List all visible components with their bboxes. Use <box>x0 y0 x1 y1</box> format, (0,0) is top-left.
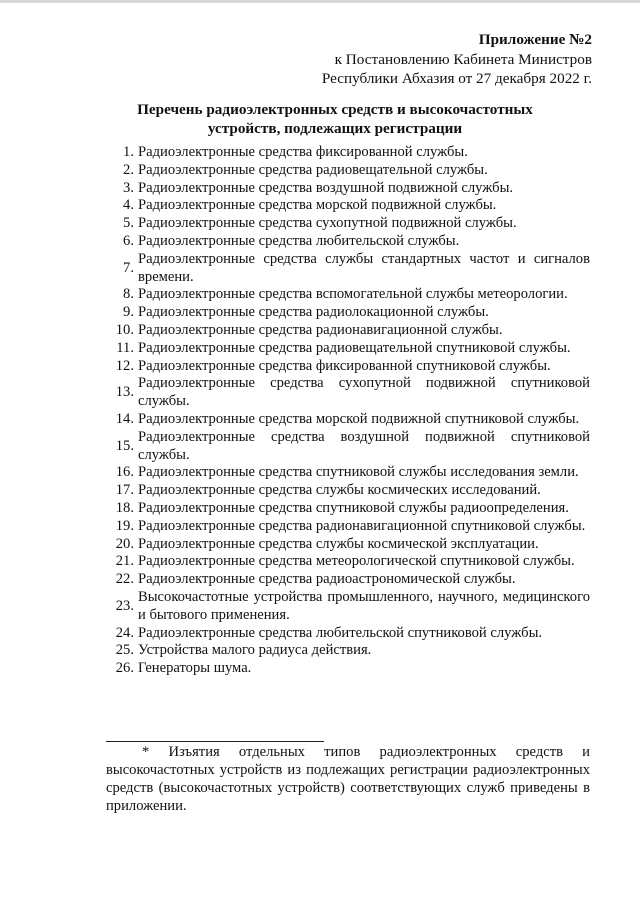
list-item-number: 7. <box>123 259 134 276</box>
scan-edge <box>0 0 640 3</box>
list-item <box>108 286 590 304</box>
list-item-text: Генераторы шума. <box>138 660 252 677</box>
list-item-text: Радиоэлектронные средства радиовещательной службы. <box>138 161 488 178</box>
list-item-text: Радиоэлектронные средства сухопутной подвижной спутниковой службы. <box>138 375 590 410</box>
list-item-text: Радиоэлектронные средства радиоастрономической службы. <box>138 571 516 588</box>
list-item <box>108 642 590 660</box>
list-item-number: 14. <box>115 410 134 427</box>
list-item-number: 19. <box>115 517 134 534</box>
resolution-reference: к Постановлению Кабинета Министров <box>334 50 592 68</box>
list-item <box>108 180 590 198</box>
list-item <box>108 162 590 180</box>
list-item <box>108 660 590 678</box>
list-item-number: 23. <box>115 597 134 614</box>
list-item <box>108 482 590 500</box>
list-item-text: Радиоэлектронные средства службы космических исследований. <box>138 482 541 499</box>
list-item-number: 13. <box>115 384 134 401</box>
list-item-number: 26. <box>115 660 134 677</box>
list-item-text: Радиоэлектронные средства радионавигационной службы. <box>138 321 503 338</box>
list-item-number: 15. <box>115 437 134 454</box>
list-item-number: 22. <box>115 571 134 588</box>
title-line-1: Перечень радиоэлектронных средств и высокочастотных <box>137 101 533 118</box>
list-item-text: Радиоэлектронные средства фиксированной службы. <box>138 144 468 160</box>
list-item-number: 4. <box>123 197 134 214</box>
list-item-text: Радиоэлектронные средства морской подвижной службы. <box>138 197 497 214</box>
list-item <box>108 429 590 465</box>
registration-list <box>108 144 590 678</box>
list-item-number: 1. <box>123 144 134 160</box>
list-item-number: 25. <box>115 642 134 659</box>
list-item-number: 2. <box>123 161 134 178</box>
resolution-date: Республики Абхазия от 27 декабря 2022 г. <box>321 70 592 87</box>
list-item-text: Высокочастотные устройства промышленного, научного, медицинского и бытового применения. <box>138 588 590 623</box>
list-item-text: Радиоэлектронные средства любительской спутниковой службы. <box>138 624 543 641</box>
list-item-number: 12. <box>115 357 134 374</box>
appendix-number: Приложение №2 <box>478 31 592 48</box>
list-item <box>108 625 590 643</box>
list-item-number: 11. <box>116 339 134 356</box>
list-item <box>108 340 590 358</box>
list-item-text: Радиоэлектронные средства воздушной подвижной спутниковой службы. <box>138 428 590 463</box>
list-item-number: 3. <box>123 179 134 196</box>
list-item-text: Радиоэлектронные средства воздушной подвижной службы. <box>138 179 514 196</box>
list-item-number: 6. <box>123 232 134 249</box>
list-item <box>108 536 590 554</box>
list-item-number: 10. <box>115 321 134 338</box>
list-item <box>108 233 590 251</box>
list-item-text: Радиоэлектронные средства спутниковой службы исследования земли. <box>138 464 579 481</box>
list-item <box>108 518 590 536</box>
list-item-text: Устройства малого радиуса действия. <box>138 642 372 659</box>
list-item <box>108 571 590 589</box>
list-item-number: 16. <box>115 464 134 481</box>
list-item-text: Радиоэлектронные средства морской подвижной спутниковой службы. <box>138 410 580 427</box>
document-title <box>105 100 565 138</box>
list-item <box>108 215 590 233</box>
list-item-number: 9. <box>123 304 134 321</box>
list-item-text: Радиоэлектронные средства вспомогательной службы метеорологии. <box>138 286 568 303</box>
list-item-number: 8. <box>123 286 134 303</box>
footnote: * Изъятия отдельных типов радиоэлектронных средств и высокочастотных устройств из подлежащих регистрации радиоэлектронных средств (высокочастотных устройств) соответствующих служб приведены в приложении. <box>106 744 590 814</box>
list-item <box>108 500 590 518</box>
list-item-number: 24. <box>115 624 134 641</box>
list-item-number: 5. <box>123 215 134 232</box>
list-item-text: Радиоэлектронные средства фиксированной спутниковой службы. <box>138 357 551 374</box>
title-line-2: устройств, подлежащих регистрации <box>207 120 463 137</box>
appendix-header <box>322 30 592 89</box>
list-item-text: Радиоэлектронные средства любительской службы. <box>138 232 460 249</box>
list-item <box>108 553 590 571</box>
list-item <box>108 411 590 429</box>
list-item-text: Радиоэлектронные средства службы космической эксплуатации. <box>138 535 539 552</box>
list-item-text: Радиоэлектронные средства метеорологической спутниковой службы. <box>138 553 575 570</box>
list-item-number: 20. <box>115 535 134 552</box>
list-item-text: Радиоэлектронные средства радиовещательной спутниковой службы. <box>138 339 571 356</box>
list-item-text: Радиоэлектронные средства службы стандартных частот и сигналов времени. <box>138 250 590 285</box>
list-item <box>108 144 590 162</box>
list-item <box>108 589 590 625</box>
list-item-number: 17. <box>115 482 134 499</box>
footnote-divider <box>106 741 324 742</box>
list-item <box>108 304 590 322</box>
list-item-text: Радиоэлектронные средства сухопутной подвижной службы. <box>138 215 517 232</box>
list-item-number: 18. <box>115 499 134 516</box>
list-item <box>108 251 590 287</box>
list-item <box>108 375 590 411</box>
list-item-text: Радиоэлектронные средства радиолокационной службы. <box>138 304 489 321</box>
list-item <box>108 197 590 215</box>
list-item <box>108 464 590 482</box>
list-item <box>108 322 590 340</box>
list-item-text: Радиоэлектронные средства спутниковой службы радиоопределения. <box>138 499 569 516</box>
list-item-number: 21. <box>115 553 134 570</box>
list-item <box>108 358 590 376</box>
list-item-text: Радиоэлектронные средства радионавигационной спутниковой службы. <box>138 517 586 534</box>
